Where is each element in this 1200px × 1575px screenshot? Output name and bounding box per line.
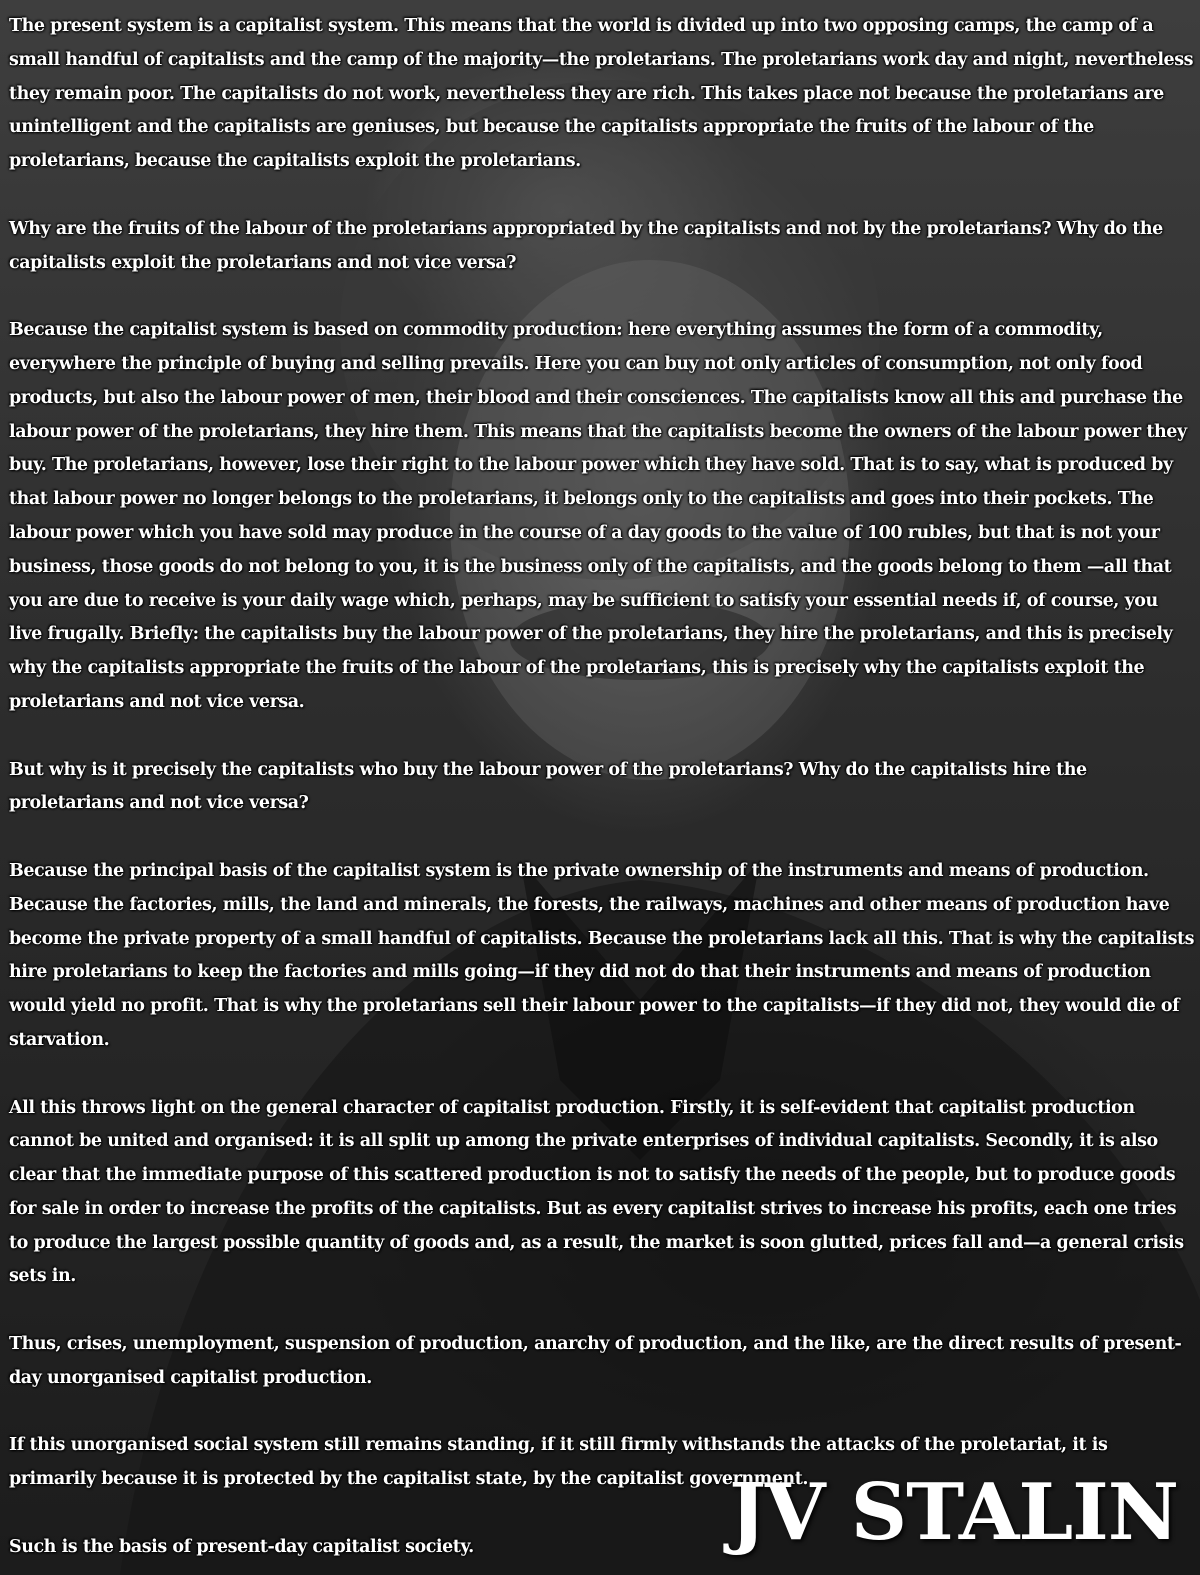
quote-paragraph: The present system is a capitalist system. This means that the world is divided up into two opposing camps, the camp of a small handful of capitalists and the camp of the majority—the proletarians. The proletarians work day and night, nevertheless they remain poor. The capitalists do not work, nevertheless they are rich. This takes place not because the proletarians are unintelligent and the capitalists are geniuses, but because the capitalists appropriate the fruits of the labour of the proletarians, because the capitalists exploit the proletarians. [9, 16, 1194, 172]
author-signature: JV STALIN [729, 1467, 1178, 1558]
quote-paragraph: But why is it precisely the capitalists who buy the labour power of the proletarians? Why do the capitalists hire the proletarians and not vice versa? [9, 759, 1087, 814]
quote-paragraph: Such is the basis of present-day capitalist society. [9, 1536, 474, 1557]
quote-text [9, 10, 1195, 1565]
quote-paragraph: All this throws light on the general character of capitalist production. Firstly, it is self-evident that capitalist production cannot be united and organised: it is all split up among the private enterprises of individual capitalists. Secondly, it is also clear that the immediate purpose of this scattered production is not to satisfy the needs of the people, but to produce goods for sale in order to increase the profits of the capitalists. But as every capitalist strives to increase his profits, each one tries to produce the largest possible quantity of goods and, as a result, the market is soon glutted, prices fall and—a general crisis sets in. [9, 1097, 1184, 1287]
quote-paragraph: Because the capitalist system is based on commodity production: here everything assumes the form of a commodity, everywhere the principle of buying and selling prevails. Here you can buy not only articles of consumption, not only food products, but also the labour power of men, their blood and their consciences. The capitalists know all this and purchase the labour power of the proletarians, they hire them. This means that the capitalists become the owners of the labour power they buy. The proletarians, however, lose their right to the labour power which they have sold. That is to say, what is produced by that labour power no longer belongs to the proletarians, it belongs only to the capitalists and goes into their pockets. The labour power which you have sold may produce in the course of a day goods to the value of 100 rubles, but that is not your business, those goods do not belong to you, it is the business only of the capitalists, and the goods belong to them —all that you are due to receive is your daily wage which, perhaps, may be sufficient to satisfy your essential needs if, of course, you live frugally. Briefly: the capitalists buy the labour power of the proletarians, they hire the proletarians, and this is precisely why the capitalists appropriate the fruits of the labour of the proletarians, this is precisely why the capitalists exploit the proletarians and not vice versa. [9, 320, 1187, 712]
quote-paragraph: Because the principal basis of the capitalist system is the private ownership of the instruments and means of production. Because the factories, mills, the land and minerals, the forests, the railways, machines and other means of production have become the private property of a small handful of capitalists. Because the proletarians lack all this. That is why the capitalists hire proletarians to keep the factories and mills going—if they did not do that their instruments and means of production would yield no profit. That is why the proletarians sell their labour power to the capitalists—if they did not, they would die of starvation. [9, 860, 1195, 1050]
quote-paragraph: Why are the fruits of the labour of the proletarians appropriated by the capitalists and not by the proletarians? Why do the capitalists exploit the proletarians and not vice versa? [9, 218, 1163, 273]
quote-paragraph: If this unorganised social system still remains standing, if it still firmly withstands the attacks of the proletariat, it is primarily because it is protected by the capitalist state, by the capitalist government. [9, 1435, 1108, 1490]
quote-paragraph: Thus, crises, unemployment, suspension of production, anarchy of production, and the like, are the direct results of present-day unorganised capitalist production. [9, 1334, 1182, 1388]
